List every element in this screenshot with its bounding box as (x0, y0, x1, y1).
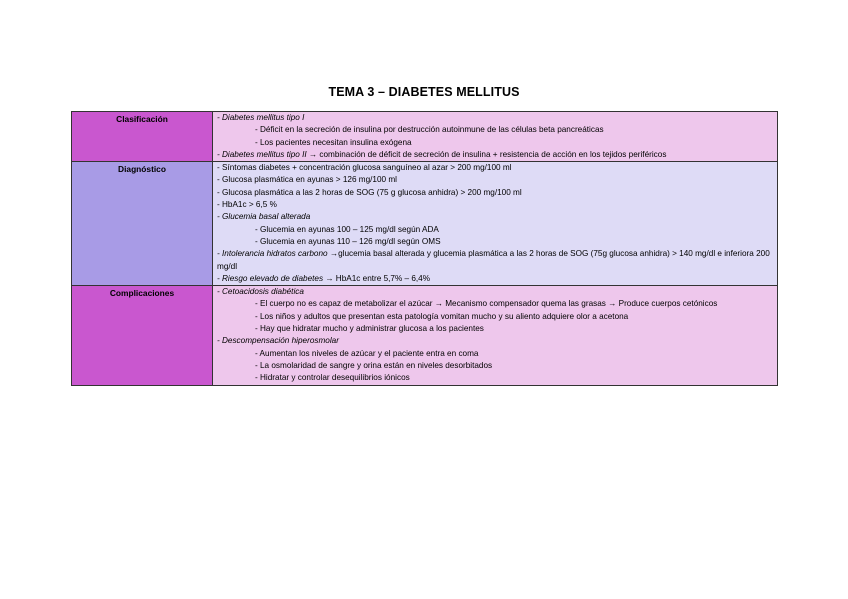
line-heading: - Descompensación hiperosmolar (217, 336, 339, 346)
content-line (217, 112, 773, 124)
content-line (217, 360, 773, 372)
line-heading: - Intolerancia hidratos carbono (217, 249, 328, 259)
line-text: - Los niños y adultos que presentan esta patología vomitan mucho y su aliento adquiere olor a acetona (255, 311, 629, 321)
line-text: - Déficit en la secreción de insulina por destrucción autoinmune de las células beta pancreáticas (255, 125, 604, 135)
line-text: → combinación de déficit de secreción de insulina + resistencia de acción en los tejidos periféricos (306, 149, 667, 159)
table-row-complicaciones (72, 286, 778, 385)
line-text: - Los pacientes necesitan insulina exógena (255, 137, 412, 147)
content-line (217, 236, 773, 248)
content-line (217, 298, 773, 310)
line-text: - Hidratar y controlar desequilibrios iónicos (255, 373, 410, 383)
content-line (217, 372, 773, 384)
line-text: - Glucemia en ayunas 100 – 125 mg/dl según ADA (255, 224, 439, 234)
content-line (217, 348, 773, 360)
content-line (217, 162, 773, 174)
content-line (217, 224, 773, 236)
content-line (217, 137, 773, 149)
row-content (213, 162, 778, 286)
content-line (217, 311, 773, 323)
line-text: - Glucemia en ayunas 110 – 126 mg/dl según OMS (255, 236, 441, 246)
line-heading: - Diabetes mellitus tipo I (217, 113, 305, 122)
line-heading: - Diabetes mellitus tipo II (217, 149, 307, 159)
content-line (217, 211, 773, 223)
content-line (217, 323, 773, 335)
line-heading: - Riesgo elevado de diabetes (217, 273, 324, 283)
line-text: - Síntomas diabetes + concentración glucosa sanguíneo al azar > 200 mg/100 ml (217, 163, 512, 173)
line-text: - HbA1c > 6,5 % (217, 200, 277, 210)
content-line (217, 149, 773, 161)
content-line (217, 199, 773, 211)
line-text: - Hay que hidratar mucho y administrar glucosa a los pacientes (255, 324, 484, 334)
row-content (213, 112, 778, 162)
line-text: → HbA1c entre 5,7% – 6,4% (323, 273, 431, 283)
line-heading: - Glucemia basal alterada (217, 212, 311, 222)
row-label: Clasificación (72, 112, 213, 162)
row-label: Diagnóstico (72, 162, 213, 286)
line-text: - El cuerpo no es capaz de metabolizar el azúcar → Mecanismo compensador quema las grasas → Produce cuerpos cetónicos (255, 299, 718, 309)
content-line (217, 124, 773, 136)
content-line (217, 248, 773, 273)
content-line (217, 335, 773, 347)
line-text: - La osmolaridad de sangre y orina están en niveles desorbitados (255, 360, 493, 370)
table-body (72, 112, 778, 386)
content-line (217, 273, 773, 285)
content-line (217, 286, 773, 298)
line-heading: - Cetoacidosis diabética (217, 287, 304, 297)
summary-table (71, 111, 778, 386)
row-content (213, 286, 778, 385)
line-text: - Glucosa plasmática en ayunas > 126 mg/100 ml (217, 175, 397, 185)
content-line (217, 174, 773, 186)
page-title: TEMA 3 – DIABETES MELLITUS (328, 85, 520, 99)
table-row-diagnostico (72, 162, 778, 286)
content-line (217, 187, 773, 199)
line-text: - Aumentan los niveles de azúcar y el paciente entra en coma (255, 348, 479, 358)
table-row-clasificacion (72, 112, 778, 162)
row-label: Complicaciones (72, 286, 213, 385)
line-text: - Glucosa plasmática a las 2 horas de SOG (75 g glucosa anhidra) > 200 mg/100 ml (217, 187, 522, 197)
line-text: →glucemia basal alterada y glucemia plasmática a las 2 horas de SOG (75g glucosa anhidra) > 140 mg/dl e inferiora 200 mg/dl (217, 249, 770, 271)
